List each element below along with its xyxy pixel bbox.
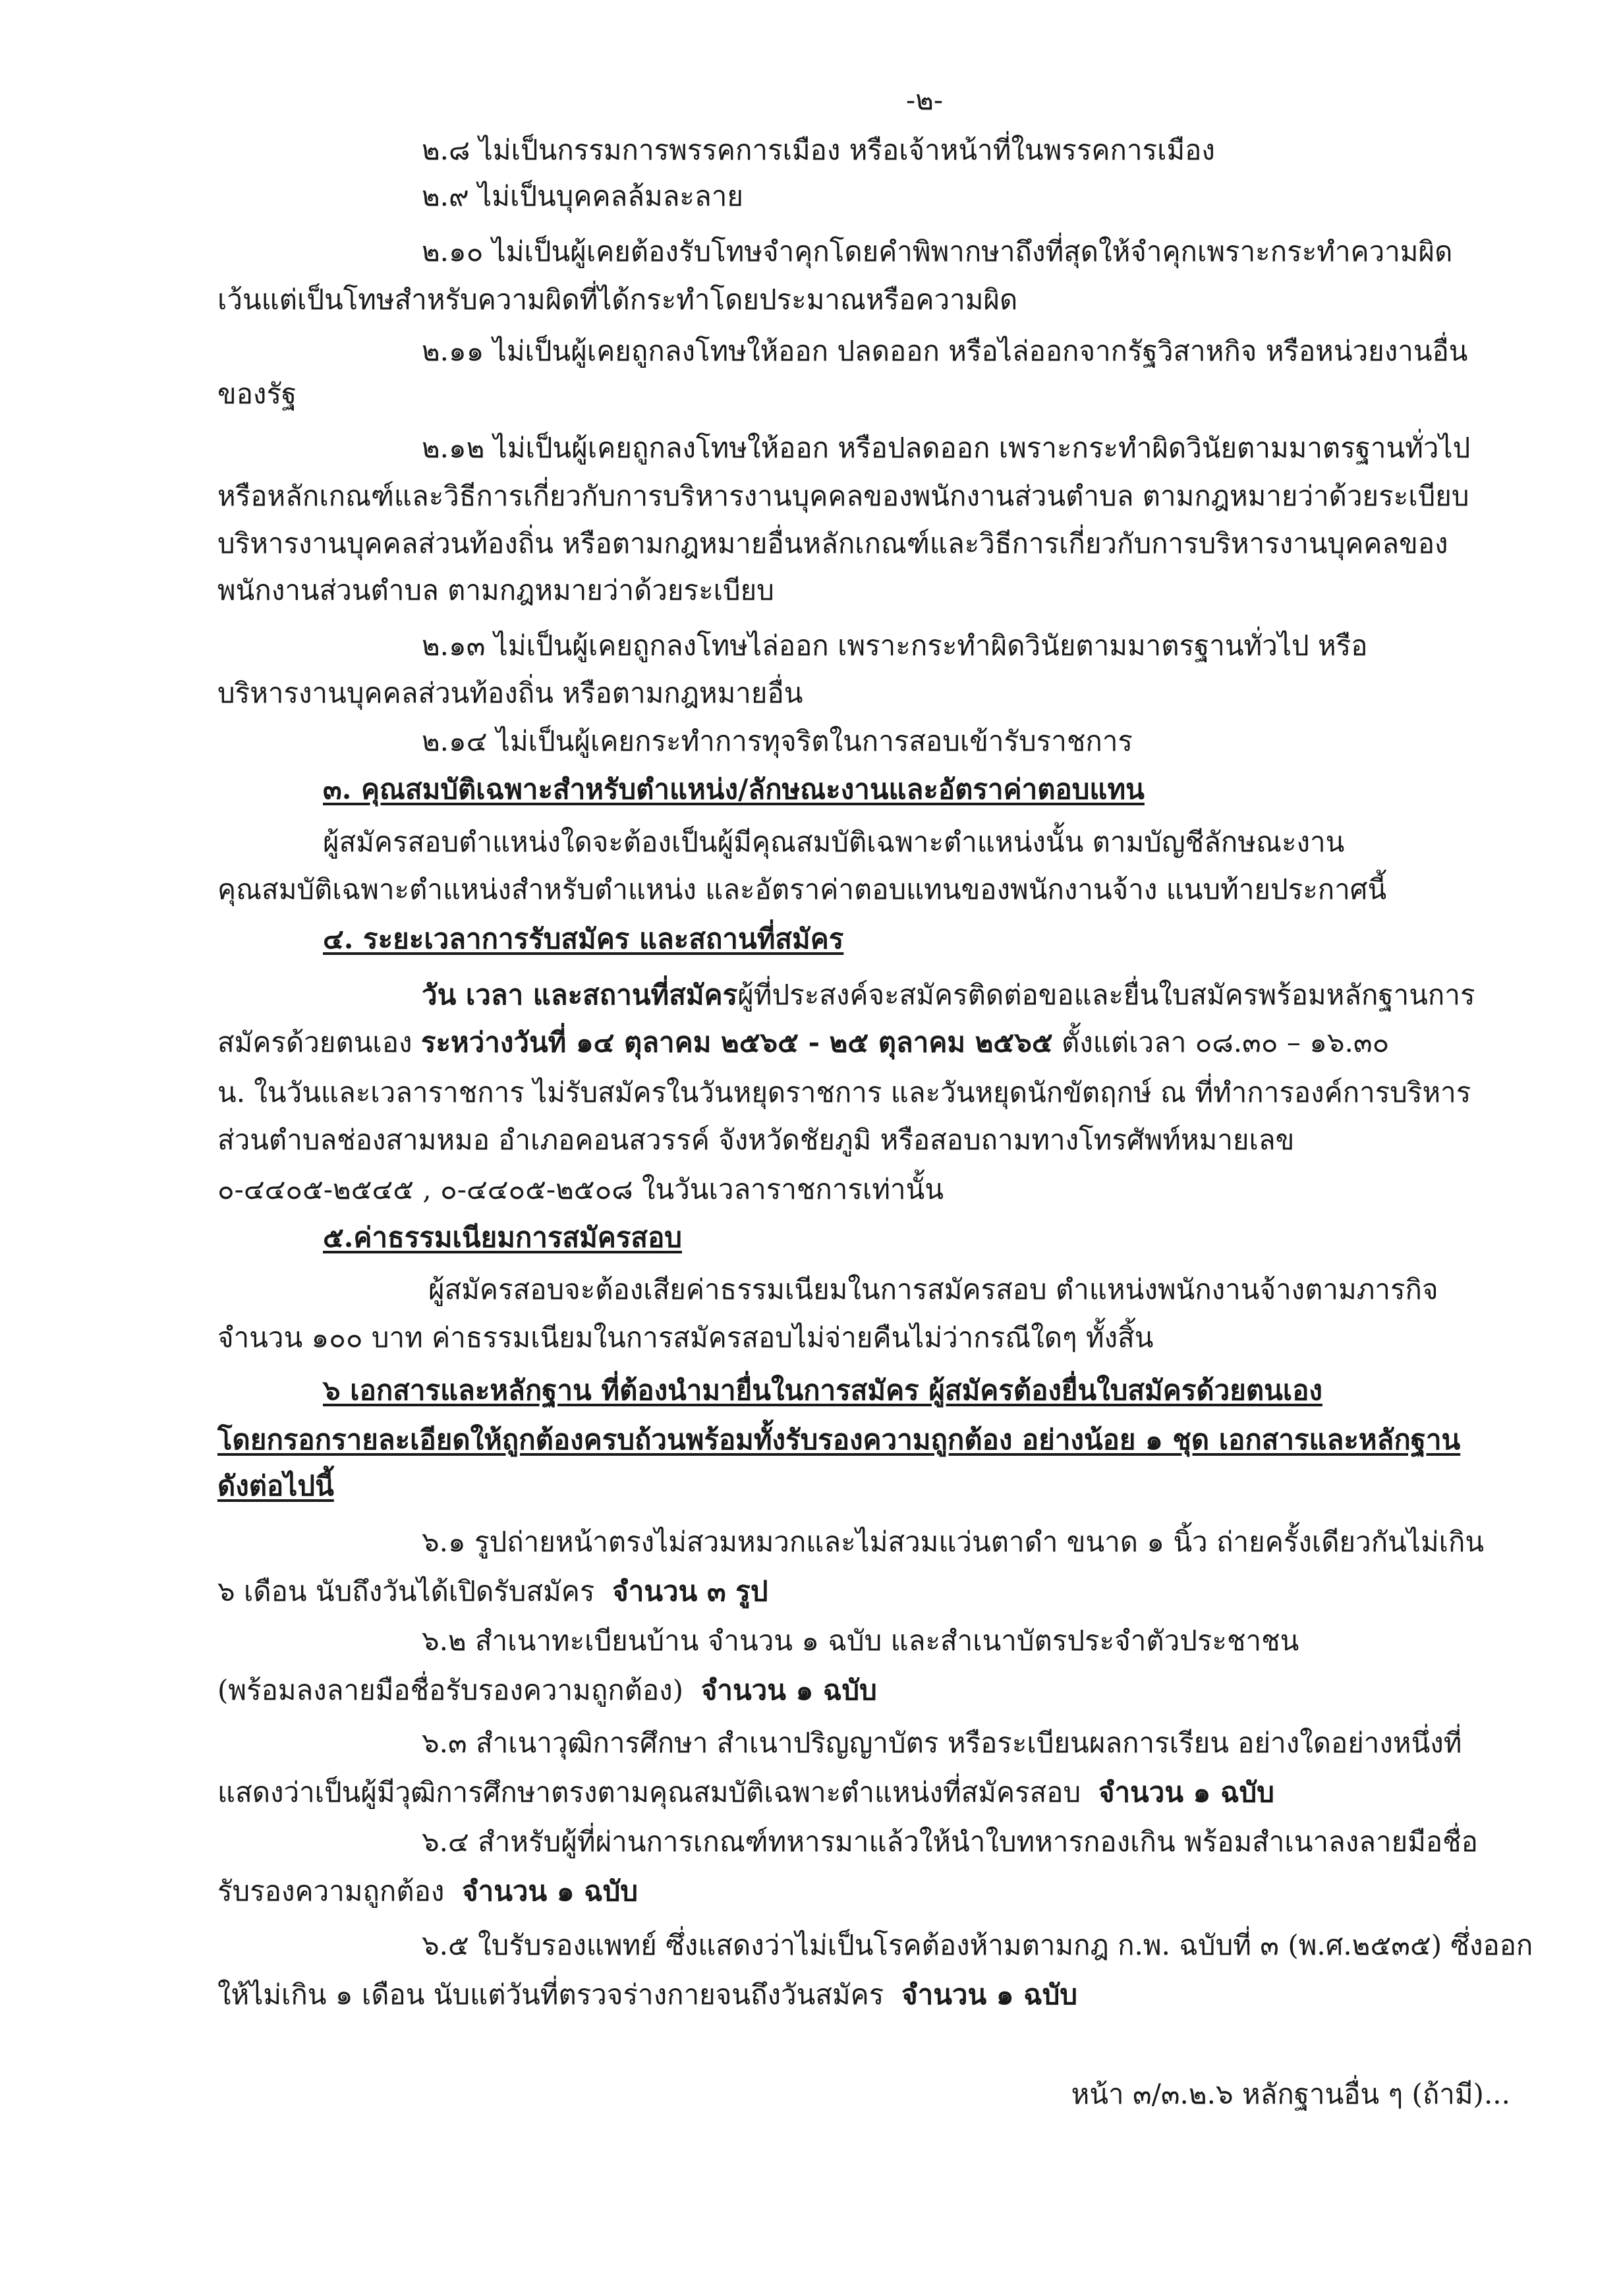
item-2-11-cont: ของรัฐ [217,378,297,410]
section-4-text-3: น. ในวันและเวลาราชการ ไม่รับสมัครในวันหยุดราชการ และวันหยุดนักขัตฤกษ์ ณ ที่ทำการองค์การบริหาร [217,1076,1471,1108]
item-6-3: ๖.๓ สำเนาวุฒิการศึกษา สำเนาปริญญาบัตร หรือระเบียนผลการเรียน อย่างใดอย่างหนึ่งที่ [422,1727,1462,1759]
item-2-12: ๒.๑๒ ไม่เป็นผู้เคยถูกลงโทษให้ออก หรือปลดออก เพราะกระทำผิดวินัยตามมาตรฐานทั่วไป [422,432,1471,464]
item-6-4-cont [217,1872,638,1911]
item-6-3-cont-text: แสดงว่าเป็นผู้มีวุฒิการศึกษาตรงตามคุณสมบัติเฉพาะตำแหน่งที่สมัครสอบ [217,1776,1081,1808]
item-6-3-cont [217,1773,1274,1812]
section-3-text-1: ผู้สมัครสอบตำแหน่งใดจะต้องเป็นผู้มีคุณสมบัติเฉพาะตำแหน่งนั้น ตามบัญชีลักษณะงาน [323,826,1345,858]
item-2-12-cont-1: หรือหลักเกณฑ์และวิธีการเกี่ยวกับการบริหารงานบุคคลของพนักงานส่วนตำบล ตามกฎหมายว่าด้วยระเบียบ [217,480,1469,512]
item-2-13: ๒.๑๓ ไม่เป็นผู้เคยถูกลงโทษไล่ออก เพราะกระทำผิดวินัยตามมาตรฐานทั่วไป หรือ [422,629,1368,662]
item-6-5: ๖.๕ ใบรับรองแพทย์ ซึ่งแสดงว่าไม่เป็นโรคต้องห้ามตามกฎ ก.พ. ฉบับที่ ๓ (พ.ศ.๒๕๓๕) ซึ่งออก [422,1929,1533,1961]
item-6-5-cont [217,1975,1077,2015]
section-6-heading-1: ๖ เอกสารและหลักฐาน ที่ต้องนำมายื่นในการสมัคร ผู้สมัครต้องยื่นใบสมัครด้วยตนเอง [323,1374,1322,1406]
item-6-4-quantity: จำนวน ๑ ฉบับ [462,1875,639,1907]
section-3-text-2: คุณสมบัติเฉพาะตำแหน่งสำหรับตำแหน่ง และอัตราค่าตอบแทนของพนักงานจ้าง แนบท้ายประกาศนี้ [217,873,1387,905]
item-2-12-cont-2: บริหารงานบุคคลส่วนท้องถิ่น หรือตามกฎหมายอื่นหลักเกณฑ์และวิธีการเกี่ยวกับการบริหารงานบุคคลของ [217,527,1448,560]
item-6-5-cont-text: ให้ไม่เกิน ๑ เดือน นับแต่วันที่ตรวจร่างกายจนถึงวันสมัคร [217,1978,884,2011]
item-2-10-cont: เว้นแต่เป็นโทษสำหรับความผิดที่ได้กระทำโดยประมาณหรือความผิด [217,283,1018,316]
item-6-1-cont [217,1572,768,1611]
item-6-2-cont [217,1671,877,1710]
item-6-5-quantity: จำนวน ๑ ฉบับ [901,1978,1078,2011]
item-6-1-quantity: จำนวน ๓ รูป [612,1575,768,1607]
item-6-2-quantity: จำนวน ๑ ฉบับ [700,1674,877,1706]
item-2-11: ๒.๑๑ ไม่เป็นผู้เคยถูกลงโทษให้ออก ปลดออก หรือไล่ออกจากรัฐวิสาหกิจ หรือหน่วยงานอื่น [422,335,1468,367]
item-2-13-cont: บริหารงานบุคคลส่วนท้องถิ่น หรือตามกฎหมายอื่น [217,677,803,709]
section-4-text-1 [422,975,1475,1015]
section-5-heading: ๕.ค่าธรรมเนียมการสมัครสอบ [323,1221,682,1253]
item-2-12-cont-3: พนักงานส่วนตำบล ตามกฎหมายว่าด้วยระเบียบ [217,574,774,606]
section-6-heading-2: โดยกรอกรายละเอียดให้ถูกต้องครบถ้วนพร้อมทั้งรับรองความถูกต้อง อย่างน้อย ๑ ชุด เอกสารและหลักฐาน [217,1423,1461,1456]
section-4-text-2 [217,1023,1389,1062]
section-4-text-2-start: สมัครด้วยตนเอง [217,1026,412,1058]
section-4-text-5: ๐-๔๔๐๕-๒๕๔๕ , ๐-๔๔๐๕-๒๕๐๘ ในวันเวลาราชการเท่านั้น [217,1173,944,1205]
date-place-label: วัน เวลา และสถานที่สมัคร [422,979,738,1011]
section-4-text-2-time: ตั้งแต่เวลา ๐๘.๓๐ – ๑๖.๓๐ [1062,1026,1390,1058]
section-3-heading: ๓. คุณสมบัติเฉพาะสำหรับตำแหน่ง/ลักษณะงานและอัตราค่าตอบแทน [323,773,1145,805]
item-2-8: ๒.๘ ไม่เป็นกรรมการพรรคการเมือง หรือเจ้าหน้าที่ในพรรคการเมือง [422,134,1215,166]
application-period: ระหว่างวันที่ ๑๔ ตุลาคม ๒๕๖๕ - ๒๕ ตุลาคม ๒๕๖๕ [420,1026,1053,1058]
item-6-2: ๖.๒ สำเนาทะเบียนบ้าน จำนวน ๑ ฉบับ และสำเนาบัตรประจำตัวประชาชน [422,1624,1299,1657]
section-4-heading: ๔. ระยะเวลาการรับสมัคร และสถานที่สมัคร [323,923,844,955]
item-6-4: ๖.๔ สำหรับผู้ที่ผ่านการเกณฑ์ทหารมาแล้วให้นำใบทหารกองเกิน พร้อมสำเนาลงลายมือชื่อ [422,1825,1478,1858]
item-6-2-cont-text: (พร้อมลงลายมือชื่อรับรองความถูกต้อง) [217,1674,684,1706]
item-2-10: ๒.๑๐ ไม่เป็นผู้เคยต้องรับโทษจำคุกโดยคำพิพากษาถึงที่สุดให้จำคุกเพราะกระทำความผิด [422,235,1453,268]
section-4-text-4: ส่วนตำบลช่องสามหมอ อำเภอคอนสวรรค์ จังหวัดชัยภูมิ หรือสอบถามทางโทรศัพท์หมายเลข [217,1124,1295,1156]
section-5-text-1: ผู้สมัครสอบจะต้องเสียค่าธรรมเนียมในการสมัครสอบ ตำแหน่งพนักงานจ้างตามภารกิจ [428,1273,1438,1306]
item-6-4-cont-text: รับรองความถูกต้อง [217,1875,445,1907]
page-number: -๒- [906,84,944,116]
section-6-heading-3: ดังต่อไปนี้ [217,1470,334,1502]
section-5-text-2: จำนวน ๑๐๐ บาท ค่าธรรมเนียมในการสมัครสอบไม่จ่ายคืนไม่ว่ากรณีใดๆ ทั้งสิ้น [217,1321,1154,1354]
item-6-1-cont-text: ๖ เดือน นับถึงวันได้เปิดรับสมัคร [217,1575,595,1607]
item-2-14: ๒.๑๔ ไม่เป็นผู้เคยกระทำการทุจริตในการสอบเข้ารับราชการ [422,725,1133,757]
next-page-reference: หน้า ๓/๓.๒.๖ หลักฐานอื่น ๆ (ถ้ามี)... [1071,2078,1510,2110]
item-6-1: ๖.๑ รูปถ่ายหน้าตรงไม่สวมหมวกและไม่สวมแว่นตาดำ ขนาด ๑ นิ้ว ถ่ายครั้งเดียวกันไม่เกิน [422,1526,1485,1558]
section-4-text-1-rest: ผู้ที่ประสงค์จะสมัครติดต่อขอและยื่นใบสมัครพร้อมหลักฐานการ [737,979,1475,1011]
item-6-3-quantity: จำนวน ๑ ฉบับ [1098,1776,1274,1808]
item-2-9: ๒.๙ ไม่เป็นบุคคลล้มละลาย [422,180,743,212]
